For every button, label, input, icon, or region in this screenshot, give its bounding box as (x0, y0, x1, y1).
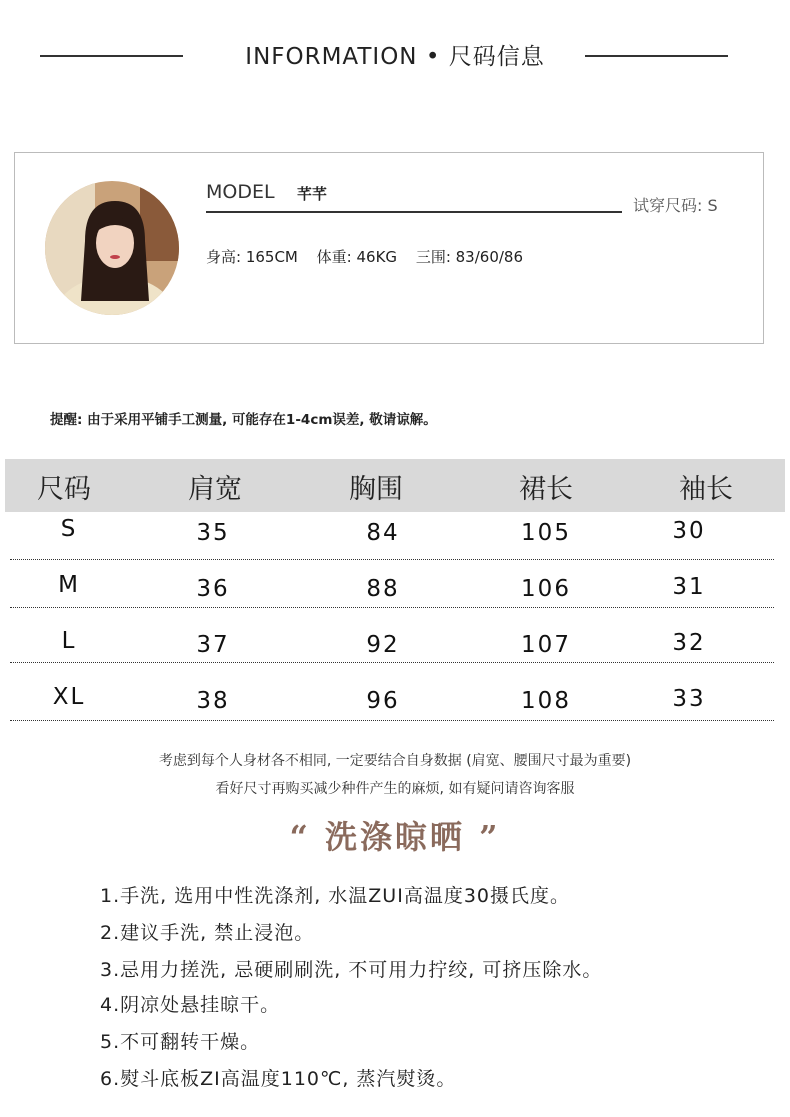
col-header-chest: 胸围 (349, 474, 403, 505)
care-item: 4.阴凉处悬挂晾干。 (100, 994, 281, 1016)
cell-chest: 96 (366, 688, 400, 714)
model-label: MODEL (206, 181, 275, 203)
row-divider (10, 720, 774, 721)
col-header-sleeve: 袖长 (679, 474, 733, 505)
cell-sleeve: 33 (672, 686, 706, 712)
cell-shoulder: 38 (196, 688, 230, 714)
size-note: 考虑到每个人身材各不相同, 一定要结合自身数据 (肩宽、腰围尺寸最为重要) (158, 753, 632, 769)
cell-chest: 84 (366, 520, 400, 546)
care-item: 2.建议手洗, 禁止浸泡。 (100, 922, 315, 944)
model-avatar-photo (45, 181, 179, 315)
model-stats (206, 246, 537, 267)
col-header-shoulder: 肩宽 (188, 474, 242, 505)
cell-chest: 92 (366, 632, 400, 658)
model-height: 身高: 165CM (206, 248, 298, 266)
size-table-header (5, 459, 785, 512)
wash-section-title: “ 洗涤晾晒 ” (289, 818, 501, 856)
table-row (10, 570, 774, 626)
row-divider (10, 607, 774, 608)
care-item: 3.忌用力搓洗, 忌硬刷刷洗, 不可用力拧绞, 可挤压除水。 (100, 959, 603, 981)
cell-length: 105 (521, 520, 571, 546)
cell-shoulder: 35 (196, 520, 230, 546)
cell-size: S (60, 516, 78, 542)
cell-shoulder: 37 (196, 632, 230, 658)
measurement-tip: 提醒: 由于采用平铺手工测量, 可能存在1-4cm误差, 敬请谅解。 (50, 412, 437, 428)
cell-size: XL (52, 684, 86, 710)
cell-shoulder: 36 (196, 576, 230, 602)
table-row (10, 682, 774, 738)
care-item: 1.手洗, 选用中性洗涤剂, 水温ZUI高温度30摄氏度。 (100, 885, 570, 907)
table-row (10, 626, 774, 682)
model-avatar (45, 181, 179, 315)
cell-length: 106 (521, 576, 571, 602)
col-header-size: 尺码 (37, 474, 91, 505)
model-underline (206, 211, 622, 213)
cell-length: 108 (521, 688, 571, 714)
cell-chest: 88 (366, 576, 400, 602)
cell-size: L (61, 628, 77, 654)
col-header-length: 裙长 (519, 474, 573, 505)
try-size: 试穿尺码: S (633, 196, 718, 215)
cell-size: M (58, 572, 80, 598)
cell-length: 107 (521, 632, 571, 658)
care-item: 5.不可翻转干燥。 (100, 1031, 261, 1053)
table-row (10, 514, 774, 570)
row-divider (10, 662, 774, 663)
size-note: 看好尺寸再购买减少种件产生的麻烦, 如有疑问请咨询客服 (215, 781, 575, 797)
cell-sleeve: 31 (672, 574, 706, 600)
model-name: 芊芊 (297, 185, 328, 203)
care-item: 6.熨斗底板ZI高温度110℃, 蒸汽熨烫。 (100, 1068, 457, 1090)
cell-sleeve: 32 (672, 630, 706, 656)
model-weight: 体重: 46KG (316, 248, 398, 266)
page-title: INFORMATION • 尺码信息 (245, 44, 545, 70)
row-divider (10, 559, 774, 560)
cell-sleeve: 30 (672, 518, 706, 544)
model-measurements: 三围: 83/60/86 (415, 248, 524, 266)
